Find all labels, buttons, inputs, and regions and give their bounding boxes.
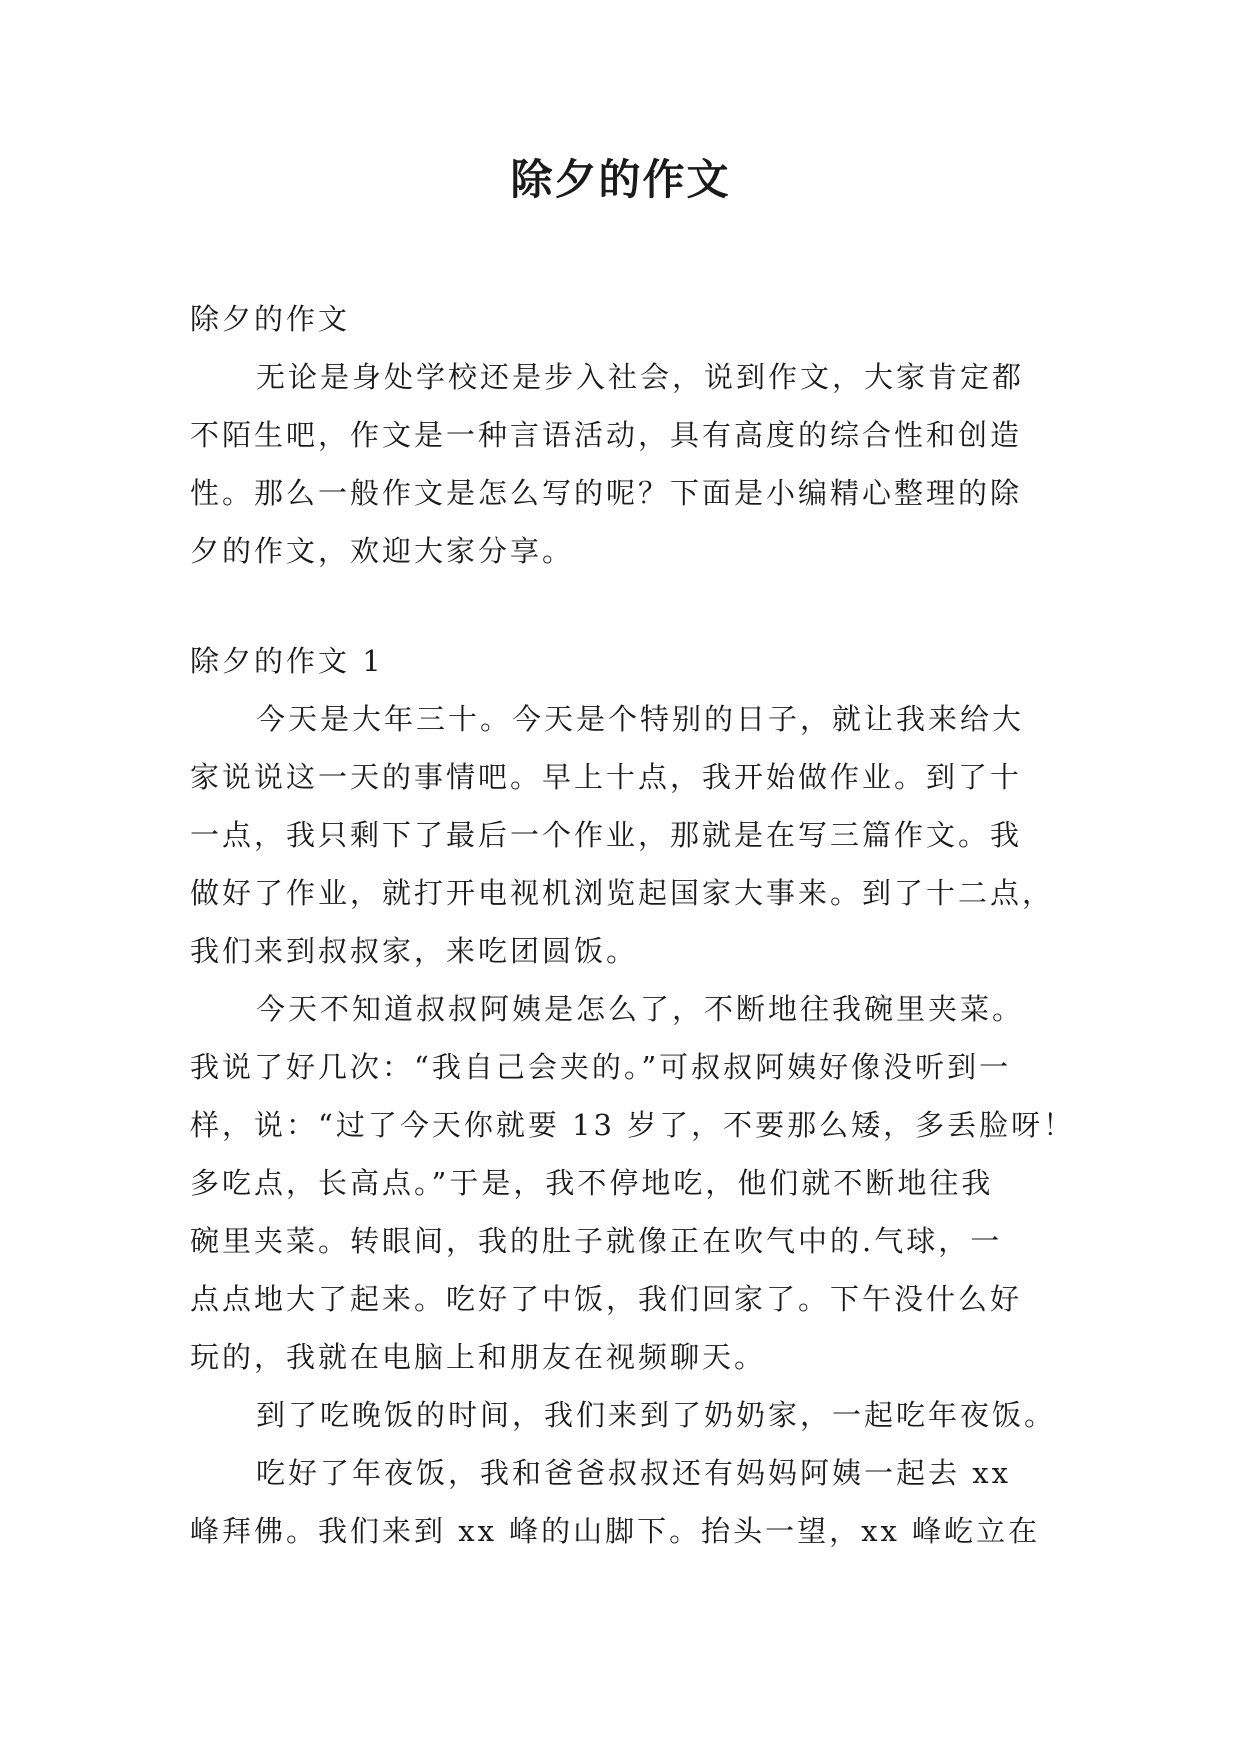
paragraph-4 <box>190 1444 1055 1560</box>
paragraph-line: 到了吃晚饭的时间，我们来到了奶奶家，一起吃年夜饭。 <box>256 1398 1057 1432</box>
paragraph-line: 不陌生吧，作文是一种言语活动，具有高度的综合性和创造 <box>190 418 1023 452</box>
document-title: 除夕的作文 <box>510 155 731 204</box>
paragraph-line: 今天是大年三十。今天是个特别的日子，就让我来给大 <box>256 702 1025 736</box>
paragraph-line: 玩的，我就在电脑上和朋友在视频聊天。 <box>190 1340 767 1374</box>
paragraph-line: 一点，我只剩下了最后一个作业，那就是在写三篇作文。我 <box>190 818 1023 852</box>
paragraph-line: 我们来到叔叔家，来吃团圆饭。 <box>190 934 639 968</box>
subtitle: 除夕的作文 <box>190 302 351 336</box>
paragraph-line: 家说说这一天的事情吧。早上十点，我开始做作业。到了十 <box>190 760 1023 794</box>
paragraph-line: 碗里夹菜。转眼间，我的肚子就像正在吹气中的.气球，一 <box>190 1224 1003 1258</box>
paragraph-line: 无论是身处学校还是步入社会，说到作文，大家肯定都 <box>256 360 1025 394</box>
paragraph-line: 多吃点，长高点。”于是，我不停地吃，他们就不断地往我 <box>190 1166 994 1200</box>
section-heading: 除夕的作文 1 <box>190 644 384 678</box>
document-body <box>190 290 1076 1560</box>
paragraph-line: 夕的作文，欢迎大家分享。 <box>190 534 575 568</box>
spacer <box>190 580 1055 632</box>
paragraph-line: 样，说：“过了今天你就要 13 岁了，不要那么矮，多丢脸呀！ <box>190 1108 1076 1142</box>
paragraph-line: 吃好了年夜饭，我和爸爸叔叔还有妈妈阿姨一起去 xx <box>256 1456 1011 1490</box>
paragraph-line: 我说了好几次：“我自己会夹的。”可叔叔阿姨好像没听到一 <box>190 1050 1012 1084</box>
intro-paragraph <box>190 348 1055 580</box>
paragraph-2 <box>190 980 1076 1386</box>
paragraph-line: 点点地大了起来。吃好了中饭，我们回家了。下午没什么好 <box>190 1282 1023 1316</box>
paragraph-3 <box>190 1386 1055 1444</box>
paragraph-line: 性。那么一般作文是怎么写的呢？下面是小编精心整理的除 <box>190 476 1023 510</box>
paragraph-line: 峰拜佛。我们来到 xx 峰的山脚下。抬头一望，xx 峰屹立在 <box>190 1514 1041 1548</box>
paragraph-line: 今天不知道叔叔阿姨是怎么了，不断地往我碗里夹菜。 <box>256 992 1025 1026</box>
paragraph-1 <box>190 690 1055 980</box>
paragraph-line: 做好了作业，就打开电视机浏览起国家大事来。到了十二点， <box>190 876 1055 910</box>
